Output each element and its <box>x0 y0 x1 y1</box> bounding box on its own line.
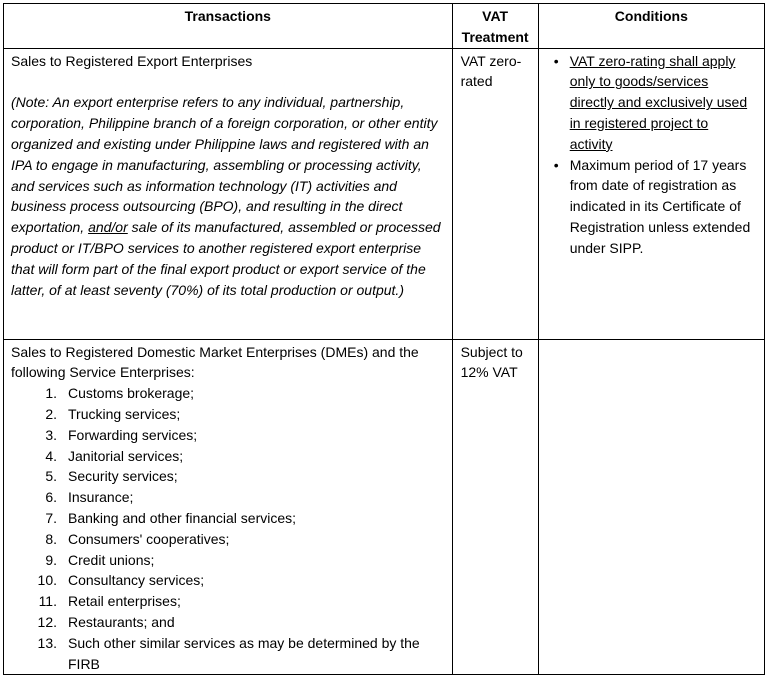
services-list <box>11 383 445 674</box>
list-number: 10. <box>37 572 57 589</box>
list-item <box>11 383 445 404</box>
transaction-note <box>11 92 445 300</box>
list-number: 1. <box>45 385 57 402</box>
list-item <box>11 404 445 425</box>
conditions-cell <box>538 48 764 339</box>
list-text: Forwarding services; <box>68 426 198 443</box>
list-number: 9. <box>45 551 57 568</box>
list-text: Janitorial services; <box>68 447 184 464</box>
transaction-cell <box>4 48 453 339</box>
table-row-domestic-market-enterprises <box>4 339 765 675</box>
header-transactions: Transactions <box>4 4 453 49</box>
list-number: 12. <box>37 613 57 630</box>
transaction-cell <box>4 339 453 675</box>
list-item <box>11 570 445 591</box>
list-text: Banking and other financial services; <box>68 509 297 526</box>
list-number: 3. <box>45 426 57 443</box>
list-text: Trucking services; <box>68 405 181 422</box>
condition-item: • VAT zero-rating shall apply only to goods/services directly and exclusively used in registered project to activity <box>568 51 754 155</box>
transaction-title: Sales to Registered Domestic Market Enterprises (DMEs) and the following Service Enterprises: <box>11 343 419 381</box>
list-text: Insurance; <box>68 489 134 506</box>
table-row-export-enterprises <box>4 48 765 339</box>
conditions-list <box>550 51 754 259</box>
conditions-cell-empty <box>538 339 764 675</box>
condition-item: • Maximum period of 17 years from date of registration as indicated in its Certificate of Registration unless extended under SIPP. <box>568 155 754 259</box>
list-number: 8. <box>45 530 57 547</box>
list-item <box>11 612 445 633</box>
list-number: 5. <box>45 468 57 485</box>
note-underlined-text: and/or <box>88 219 128 236</box>
list-text: Security services; <box>68 468 178 485</box>
list-text: Retail enterprises; <box>68 593 181 610</box>
list-item <box>11 425 445 446</box>
list-item <box>11 550 445 571</box>
list-text: Credit unions; <box>68 551 155 568</box>
list-item <box>11 633 445 675</box>
list-text: Consumers' cooperatives; <box>68 530 230 547</box>
list-item <box>11 487 445 508</box>
list-item <box>11 446 445 467</box>
transaction-title: Sales to Registered Export Enterprises <box>11 52 253 69</box>
note-text-after: sale of its manufactured, assembled or processed product or IT/BPO services to another registered export enterprise that will form part of the final export product or export service of the latter, of at least seventy (70%) of its total production or output.) <box>11 219 441 298</box>
list-text: Such other similar services as may be determined by the FIRB <box>68 634 420 672</box>
note-text-before: (Note: An export enterprise refers to any individual, partnership, corporation, Philippine branch of a foreign corporation, or other entity organized and existing under Philippine laws and registered with an IPA to engage in manufacturing, assembling or processing activity, and services such as information technology (IT) activities and business process outsourcing (BPO), and resulting in the direct exportation, <box>11 94 438 236</box>
list-item <box>11 466 445 487</box>
header-conditions: Conditions <box>538 4 764 49</box>
list-text: Consultancy services; <box>68 572 205 589</box>
list-item <box>11 529 445 550</box>
header-vat-treatment: VAT Treatment <box>452 4 538 49</box>
list-text: Customs brokerage; <box>68 385 195 402</box>
vat-treatment-table <box>3 3 765 675</box>
list-number: 2. <box>45 405 57 422</box>
vat-treatment-cell: Subject to 12% VAT <box>452 339 538 675</box>
vat-treatment-cell: VAT zero-rated <box>452 48 538 339</box>
list-number: 13. <box>37 634 57 651</box>
header-row <box>4 4 765 49</box>
list-number: 6. <box>45 489 57 506</box>
list-item <box>11 508 445 529</box>
list-number: 7. <box>45 509 57 526</box>
list-text: Restaurants; and <box>68 613 175 630</box>
list-item <box>11 591 445 612</box>
list-number: 11. <box>38 593 57 610</box>
list-number: 4. <box>45 447 57 464</box>
